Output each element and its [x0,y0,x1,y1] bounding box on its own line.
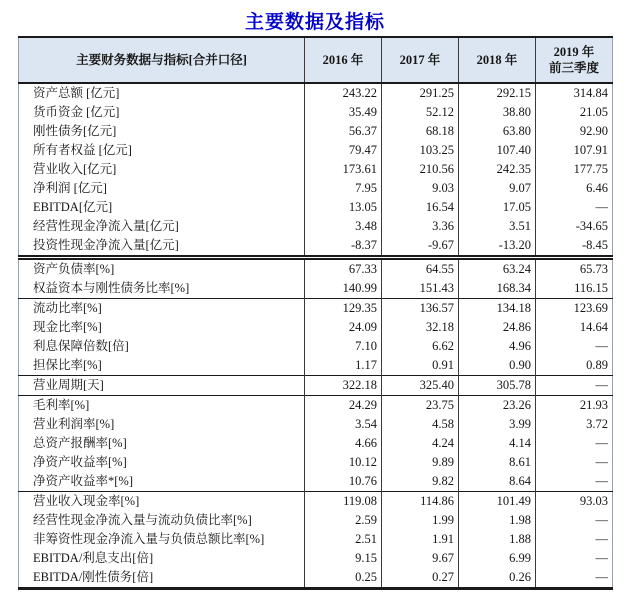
table-row [19,415,613,434]
header-year-2019-line1: 2019 年 [553,44,595,59]
row-label: 非筹资性现金净流入量与负债总额比率[%] [33,532,265,546]
cell-value: 68.18 [382,122,459,141]
row-label: 净资产收益率*[%] [33,474,133,488]
cell-value: 0.25 [305,568,382,589]
cell-value: 93.03 [536,492,613,512]
cell-value: -34.65 [536,217,613,236]
header-year-2017: 2017 年 [382,37,459,83]
cell-value: 0.90 [459,356,536,376]
row-label: 净利润 [亿元] [33,181,107,195]
row-label: 资产总额 [亿元] [33,86,120,100]
row-label: 现金比率[%] [33,320,102,334]
cell-value: 242.35 [459,160,536,179]
cell-value: 24.86 [459,318,536,337]
table-row [19,258,613,280]
row-label: EBITDA[亿元] [33,200,113,214]
cell-value: 14.64 [536,318,613,337]
table-row [19,396,613,416]
cell-value: 0.89 [536,356,613,376]
cell-value: 63.80 [459,122,536,141]
cell-value: 2.59 [305,511,382,530]
cell-value: — [536,549,613,568]
table-row [19,279,613,299]
cell-value: -8.37 [305,236,382,258]
cell-value: 63.24 [459,258,536,280]
cell-value: 24.09 [305,318,382,337]
table-row [19,568,613,589]
cell-value: — [536,453,613,472]
row-label: 毛利率[%] [33,398,90,412]
table-row [19,141,613,160]
cell-value: 177.75 [536,160,613,179]
cell-value: 243.22 [305,83,382,103]
cell-value: — [536,198,613,217]
cell-value: 8.61 [459,453,536,472]
cell-value: 4.66 [305,434,382,453]
cell-value: 4.14 [459,434,536,453]
row-label: 营业利润率[%] [33,417,115,431]
cell-value: 4.58 [382,415,459,434]
cell-value: 8.64 [459,472,536,492]
cell-value: -8.45 [536,236,613,258]
table-section-4 [19,376,613,396]
header-year-2018: 2018 年 [459,37,536,83]
cell-value: 322.18 [305,376,382,396]
cell-value: 314.84 [536,83,613,103]
cell-value: 0.91 [382,356,459,376]
cell-value: 1.99 [382,511,459,530]
cell-value: 305.78 [459,376,536,396]
row-label: 流动比率[%] [33,301,102,315]
cell-value: 9.15 [305,549,382,568]
cell-value: 129.35 [305,299,382,319]
row-label: EBITDA/刚性债务[倍] [33,570,154,584]
table-row [19,511,613,530]
cell-value: 4.96 [459,337,536,356]
table-row [19,356,613,376]
cell-value: 10.12 [305,453,382,472]
table-row [19,236,613,258]
cell-value: 1.88 [459,530,536,549]
cell-value: 210.56 [382,160,459,179]
table-row [19,160,613,179]
row-label: 净资产收益率[%] [33,455,127,469]
cell-value: 9.03 [382,179,459,198]
cell-value: — [536,337,613,356]
row-label: 利息保障倍数[倍] [33,339,129,353]
cell-value: 9.67 [382,549,459,568]
cell-value: -13.20 [459,236,536,258]
cell-value: 168.34 [459,279,536,299]
row-label: 营业收入现金率[%] [33,494,140,508]
cell-value: 116.15 [536,279,613,299]
cell-value: 134.18 [459,299,536,319]
table-section-6 [19,492,613,589]
row-label: 营业周期[天] [33,378,104,392]
cell-value: 123.69 [536,299,613,319]
table-row [19,453,613,472]
cell-value: 3.99 [459,415,536,434]
cell-value: 136.57 [382,299,459,319]
table-row [19,299,613,319]
cell-value: 9.07 [459,179,536,198]
cell-value: 56.37 [305,122,382,141]
row-label: 担保比率[%] [33,358,102,372]
cell-value: 13.05 [305,198,382,217]
row-label: 刚性债务[亿元] [33,124,117,138]
cell-value: 32.18 [382,318,459,337]
cell-value: 4.24 [382,434,459,453]
cell-value: 10.76 [305,472,382,492]
cell-value: 3.36 [382,217,459,236]
header-year-2019-line2: 前三季度 [548,61,599,75]
cell-value: 52.12 [382,103,459,122]
cell-value: — [536,511,613,530]
cell-value: 140.99 [305,279,382,299]
cell-value: 7.95 [305,179,382,198]
header-year-2016: 2016 年 [305,37,382,83]
table-row [19,217,613,236]
cell-value: 107.91 [536,141,613,160]
cell-value: 64.55 [382,258,459,280]
table-section-1 [19,83,613,258]
cell-value: 35.49 [305,103,382,122]
cell-value: 3.72 [536,415,613,434]
cell-value: 101.49 [459,492,536,512]
cell-value: 38.80 [459,103,536,122]
table-row [19,122,613,141]
cell-value: 1.91 [382,530,459,549]
table-row [19,179,613,198]
cell-value: — [536,568,613,589]
cell-value: 2.51 [305,530,382,549]
row-label: 经营性现金净流入量与流动负债比率[%] [33,513,252,527]
cell-value: 67.33 [305,258,382,280]
table-row [19,198,613,217]
row-label: 权益资本与刚性债务比率[%] [33,281,190,295]
financial-indicators-table [18,36,613,590]
cell-value: 17.05 [459,198,536,217]
cell-value: 119.08 [305,492,382,512]
cell-value: 16.54 [382,198,459,217]
cell-value: 1.98 [459,511,536,530]
cell-value: 65.73 [536,258,613,280]
row-label: EBITDA/利息支出[倍] [33,551,154,565]
table-row [19,492,613,512]
cell-value: 6.99 [459,549,536,568]
table-row [19,549,613,568]
cell-value: 292.15 [459,83,536,103]
cell-value: 151.43 [382,279,459,299]
table-row [19,337,613,356]
cell-value: 107.40 [459,141,536,160]
cell-value: — [536,376,613,396]
cell-value: 92.90 [536,122,613,141]
cell-value: 9.89 [382,453,459,472]
header-year-2019-q3 [536,37,613,83]
cell-value: 7.10 [305,337,382,356]
table-row [19,472,613,492]
cell-value: — [536,530,613,549]
cell-value: 3.51 [459,217,536,236]
cell-value: 325.40 [382,376,459,396]
table-section-3 [19,299,613,376]
table-row [19,530,613,549]
cell-value: 173.61 [305,160,382,179]
row-label: 总资产报酬率[%] [33,436,127,450]
cell-value: 103.25 [382,141,459,160]
cell-value: 79.47 [305,141,382,160]
cell-value: 23.75 [382,396,459,416]
table-row [19,83,613,103]
cell-value: 0.26 [459,568,536,589]
cell-value: 23.26 [459,396,536,416]
cell-value: 291.25 [382,83,459,103]
cell-value: 3.54 [305,415,382,434]
row-label: 货币资金 [亿元] [33,105,120,119]
cell-value: 114.86 [382,492,459,512]
cell-value: 21.93 [536,396,613,416]
cell-value: 21.05 [536,103,613,122]
header-row [19,37,613,83]
table-row [19,376,613,396]
row-label: 经营性现金净流入量[亿元] [33,219,179,233]
table-row [19,434,613,453]
table-section-5 [19,396,613,492]
cell-value: — [536,434,613,453]
cell-value: 24.29 [305,396,382,416]
table-row [19,103,613,122]
cell-value: 9.82 [382,472,459,492]
cell-value: 3.48 [305,217,382,236]
row-label: 所有者权益 [亿元] [33,143,132,157]
row-label: 营业收入[亿元] [33,162,117,176]
table-section-2 [19,258,613,299]
page-title: 主要数据及指标 [244,12,385,33]
row-label: 资产负债率[%] [33,262,115,276]
cell-value: -9.67 [382,236,459,258]
header-indicator-label: 主要财务数据与指标[合并口径] [19,37,305,83]
cell-value: 6.46 [536,179,613,198]
cell-value: 1.17 [305,356,382,376]
cell-value: 6.62 [382,337,459,356]
table-header [19,37,613,83]
cell-value: 0.27 [382,568,459,589]
cell-value: — [536,472,613,492]
row-label: 投资性现金净流入量[亿元] [33,238,179,252]
table-row [19,318,613,337]
